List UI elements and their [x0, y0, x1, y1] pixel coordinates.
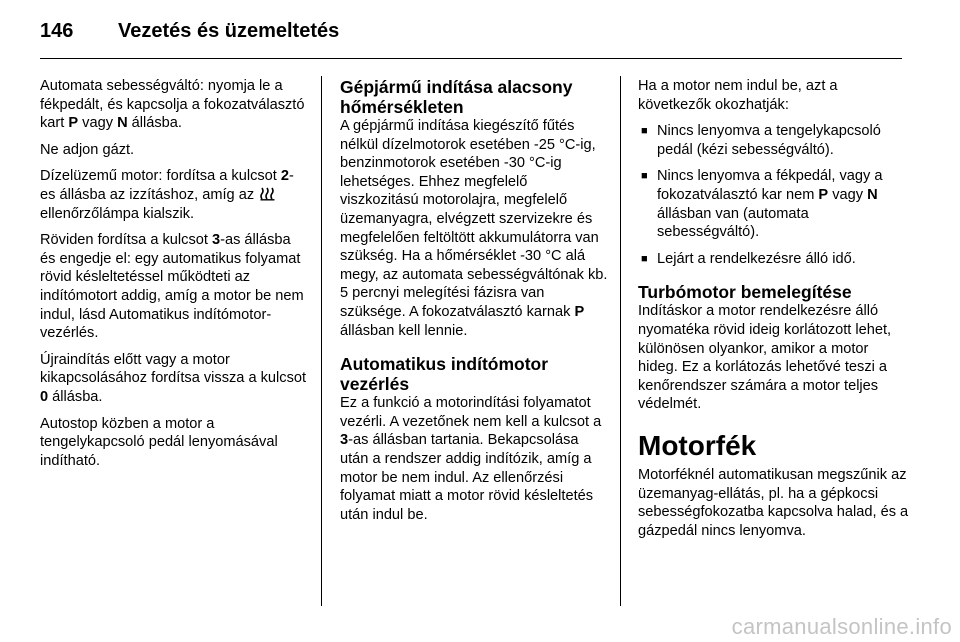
paragraph-engine-fails: Ha a motor nem indul be, azt a következők okozhatják:: [638, 78, 838, 113]
column-right: [638, 77, 910, 548]
paragraph-turbo-warmup: Indításkor a motor rendelkezésre álló nyomatéka rövid ideig korlátozott lehet, különösen olyankor, amikor a motor hideg. Ez a korlátozás lehetővé teszi a kenőrendszer számára a motor teljes védelmét.: [638, 303, 892, 413]
paragraph-starter-control: Ez a funkció a motorindítási folyamatot vezérli. A vezetőnek nem kell a kulcsot a 3-as állásban tartania. Bekapcsolása után a rendszer addig indítózik, amíg a motor be nem indul. Az ellenőrzési folyamat miatt a motor rövid késleltetés után indul be.: [340, 395, 602, 523]
paragraph-autostop: Autostop közben a motor a tengelykapcsoló pedál lenyomásával indítható.: [40, 415, 278, 469]
list-item: ■ Nincs lenyomva a tengelykapcsoló pedál (kézi sebességváltó).: [641, 123, 881, 158]
bullet-square-icon: ■: [641, 252, 648, 265]
list-item: ■ Lejárt a rendelkezésre álló idő.: [641, 250, 856, 267]
paragraph-automatic-gearbox: Automata sebességváltó: nyomja le a fékpedált, és kapcsolja a fokozatválasztó kart P vagy N állásba.: [40, 78, 305, 132]
paragraph-diesel-preheat: Dízelüzemű motor: fordítsa a kulcsot 2-es állásba az izzításhoz, amíg az ellenőrzőlámpa kialszik.: [40, 168, 294, 222]
heading-engine-brake: Motorfék: [638, 429, 757, 461]
column-middle: [340, 77, 608, 532]
paragraph-cold-start: A gépjármű indítása kiegészítő fűtés nélkül dízelmotorok esetében -25 °C-ig, benzinmotorok esetében -30 °C-ig lehetséges. Ehhez megfelelő viszkozitású motorolajra, megfelelő üzemanyagra, elvégzett szervizekre és megfelelően feltöltött akkumulátorra van szükség. Ha a hőmérséklet -30 °C alá megy, az automata sebességváltónak kb. 5 percnyi melegítési fázisra van szüksége. A fokozatválasztó karnak P állásban kell lennie.: [340, 118, 608, 339]
column-divider-left: [321, 76, 322, 606]
column-divider-right: [620, 76, 621, 606]
bullet-square-icon: ■: [641, 170, 648, 183]
page-number: 146: [40, 20, 74, 42]
heading-starter-control: Automatikus indítómotor vezérlés: [340, 354, 549, 395]
page-title: Vezetés és üzemeltetés: [118, 20, 340, 42]
header-rule: [40, 58, 902, 59]
paragraph-engine-brake: Motorféknél automatikusan megszűnik az üzemanyag-ellátás, pl. ha a gépkocsi sebességfokozatba kapcsolva halad, és a gázpedál nincs lenyomva.: [638, 466, 909, 539]
paragraph-restart: Újraindítás előtt vagy a motor kikapcsolásához fordítsa vissza a kulcsot 0 állásba.: [40, 351, 307, 405]
page-header: [40, 20, 920, 50]
column-left: [40, 77, 308, 478]
heading-cold-start: Gépjármű indítása alacsony hőmérsékleten: [340, 77, 573, 117]
paragraph-no-throttle: Ne adjon gázt.: [40, 141, 135, 158]
paragraph-briefly-turn-key: Röviden fordítsa a kulcsot 3-as állásba és engedje el: egy automatikus folyamat rövid késleltetéssel működteti az indítómotort addig, amíg a motor be nem indul, lásd Automatikus indítómotor-vezérlés.: [40, 232, 304, 342]
watermark: carmanualsonline.info: [731, 614, 952, 639]
bullet-square-icon: ■: [641, 125, 648, 138]
list-item: ■ Nincs lenyomva a fékpedál, vagy a fokozatválasztó kar nem P vagy N állásban van (automata sebességváltó).: [641, 168, 883, 241]
glow-plug-warning-icon: [260, 187, 275, 201]
cause-list: [638, 122, 910, 268]
heading-turbo-warmup: Turbómotor bemelegítése: [638, 282, 852, 303]
